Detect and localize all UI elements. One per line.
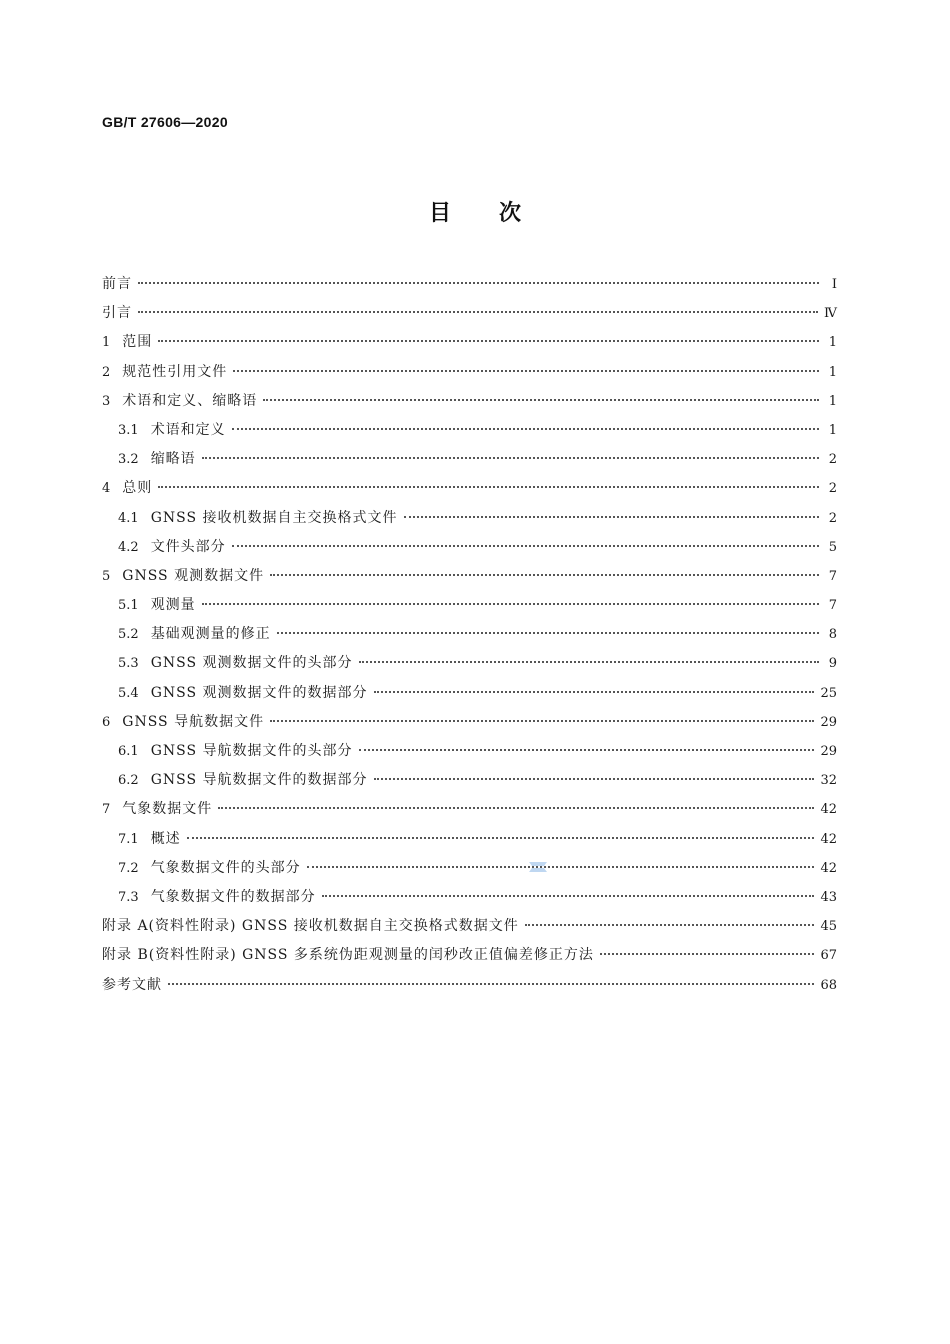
toc-entry-number: 4.1 [118,510,139,526]
toc-entry-label: 总则 [122,480,153,497]
toc-entry-number: 7.1 [118,831,139,847]
standard-code: GB/T 27606—2020 [102,114,228,130]
toc-entry-number: 4.2 [118,539,139,555]
toc-entry-number: 4 [102,481,111,497]
toc-entry-label: 规范性引用文件 [122,363,228,380]
dot-leader [270,574,819,576]
dot-leader [202,603,819,605]
toc-entry-page: 1 [828,364,837,380]
toc-entry-page: 42 [820,860,837,876]
toc-entry-number: 5.3 [118,656,139,672]
toc-entry-page: 2 [828,510,837,526]
toc-entry-page: 29 [820,714,837,730]
dot-leader [263,399,819,401]
toc-entry-number: 5.2 [118,627,139,643]
toc-entry-page: 1 [828,393,837,409]
toc-entry-number: 6 [102,714,111,730]
toc-entry-page: 42 [820,802,837,818]
dot-leader [218,807,814,809]
toc-entry-page: Ⅳ [824,306,837,322]
page-title: 目次 [428,201,569,226]
toc-entry-page: Ⅰ [831,277,837,292]
toc-entry-label: 前言 [102,276,132,292]
toc-entry[interactable] [102,971,837,1000]
dot-leader [138,282,819,284]
dot-leader [232,545,819,547]
toc-entry[interactable] [102,387,837,416]
toc-entry[interactable] [102,533,837,562]
dot-leader [158,486,819,488]
toc-entry-number: 5.4 [118,685,139,701]
toc-entry-label: GNSS 导航数据文件的头部分 [150,743,353,759]
dot-leader [270,720,814,722]
toc-entry-page: 1 [828,335,837,351]
toc-entry[interactable] [102,708,837,737]
toc-entry[interactable] [102,766,837,795]
toc-entry-label: 术语和定义、缩略语 [122,392,258,409]
toc-entry-label: 术语和定义 [150,421,226,438]
toc-entry[interactable] [102,299,837,328]
toc-entry-page: 43 [820,889,837,905]
toc-entry-page: 32 [820,773,837,789]
toc-entry[interactable] [102,562,837,591]
toc-entry[interactable] [102,737,837,766]
toc-entry[interactable] [102,445,837,474]
toc-entry[interactable] [102,474,837,503]
toc-entry-page: 1 [828,422,837,438]
toc-entry-label: GNSS 导航数据文件的数据部分 [150,772,368,789]
toc-entry-page: 7 [828,598,837,614]
toc-entry[interactable] [102,795,837,824]
toc-entry-page: 7 [828,568,837,584]
toc-entry-number: 3.1 [118,422,139,438]
dot-leader [374,778,815,780]
toc-entry-number: 1 [102,335,111,351]
toc-entry-label: GNSS 观测数据文件的数据部分 [150,684,368,701]
toc-entry-label: 气象数据文件 [122,801,213,818]
toc-entry-number: 6.1 [118,744,139,759]
dot-leader [233,370,819,372]
toc-entry[interactable] [102,591,837,620]
toc-entry-label: 概述 [150,830,181,847]
toc-entry-label: 基础观测量的修正 [150,626,271,643]
toc-entry[interactable] [102,912,837,941]
toc-entry-page: 68 [820,977,837,993]
dot-leader [322,895,815,897]
toc-entry[interactable] [102,825,837,854]
toc-entry-page: 29 [820,744,837,759]
toc-entry-label: GNSS 接收机数据自主交换格式文件 [150,509,398,526]
toc-entry-number: 7.2 [118,860,139,876]
toc-entry-page: 9 [828,656,837,672]
dot-leader [277,632,819,634]
toc-entry-label: 范围 [122,334,153,351]
toc-entry[interactable] [102,270,837,299]
dot-leader [202,457,819,459]
dot-leader [359,661,819,663]
toc-entry-page: 8 [828,627,837,643]
toc-entry[interactable] [102,649,837,678]
toc-entry-label: 附录 A(资料性附录) GNSS 接收机数据自主交换格式数据文件 [102,918,519,935]
dot-leader [158,340,819,342]
toc-entry-number: 7 [102,802,111,818]
table-of-contents [102,270,837,1000]
toc-entry[interactable] [102,620,837,649]
toc-entry-number: 3 [102,393,111,409]
toc-entry-label: 观测量 [150,597,196,614]
toc-entry-label: 气象数据文件的数据部分 [150,888,316,905]
toc-entry-page: 42 [820,831,837,847]
toc-entry[interactable] [102,679,837,708]
toc-entry-page: 5 [828,539,837,555]
toc-entry-page: 25 [820,685,837,701]
toc-entry-number: 5 [102,568,111,584]
toc-entry-page: 2 [828,481,837,497]
dot-leader [138,311,818,313]
dot-leader [404,516,819,518]
toc-entry-label: 缩略语 [150,451,196,468]
toc-entry-number: 5.1 [118,598,139,614]
toc-entry[interactable] [102,358,837,387]
toc-entry[interactable] [102,941,837,970]
toc-entry-label: GNSS 观测数据文件 [122,567,265,584]
dot-leader [525,924,815,926]
dot-leader [187,837,815,839]
toc-entry-label: GNSS 导航数据文件 [122,713,265,730]
toc-entry-number: 7.3 [118,889,139,905]
toc-entry[interactable] [102,854,837,883]
dot-leader [359,749,815,751]
toc-entry-label: GNSS 观测数据文件的头部分 [150,655,353,672]
toc-entry[interactable] [102,883,837,912]
toc-entry-page: 2 [828,452,837,468]
toc-entry-label: 气象数据文件的头部分 [150,859,301,876]
dot-leader [374,691,815,693]
dot-leader [600,953,815,955]
toc-entry-number: 3.2 [118,452,139,468]
watermark-icon [526,856,550,880]
toc-entry-label: 附录 B(资料性附录) GNSS 多系统伪距观测量的闰秒改正值偏差修正方法 [102,947,594,964]
toc-entry-page: 45 [820,919,837,935]
toc-entry-number: 6.2 [118,773,139,789]
dot-leader [168,983,814,985]
toc-entry-page: 67 [820,948,837,964]
dot-leader [307,866,815,868]
toc-entry-number: 2 [102,364,111,380]
toc-entry[interactable] [102,504,837,533]
toc-entry-label: 文件头部分 [150,538,226,555]
toc-entry-label: 引言 [102,305,132,322]
toc-entry[interactable] [102,328,837,357]
dot-leader [232,428,819,430]
toc-entry-label: 参考文献 [102,976,162,993]
toc-entry[interactable] [102,416,837,445]
